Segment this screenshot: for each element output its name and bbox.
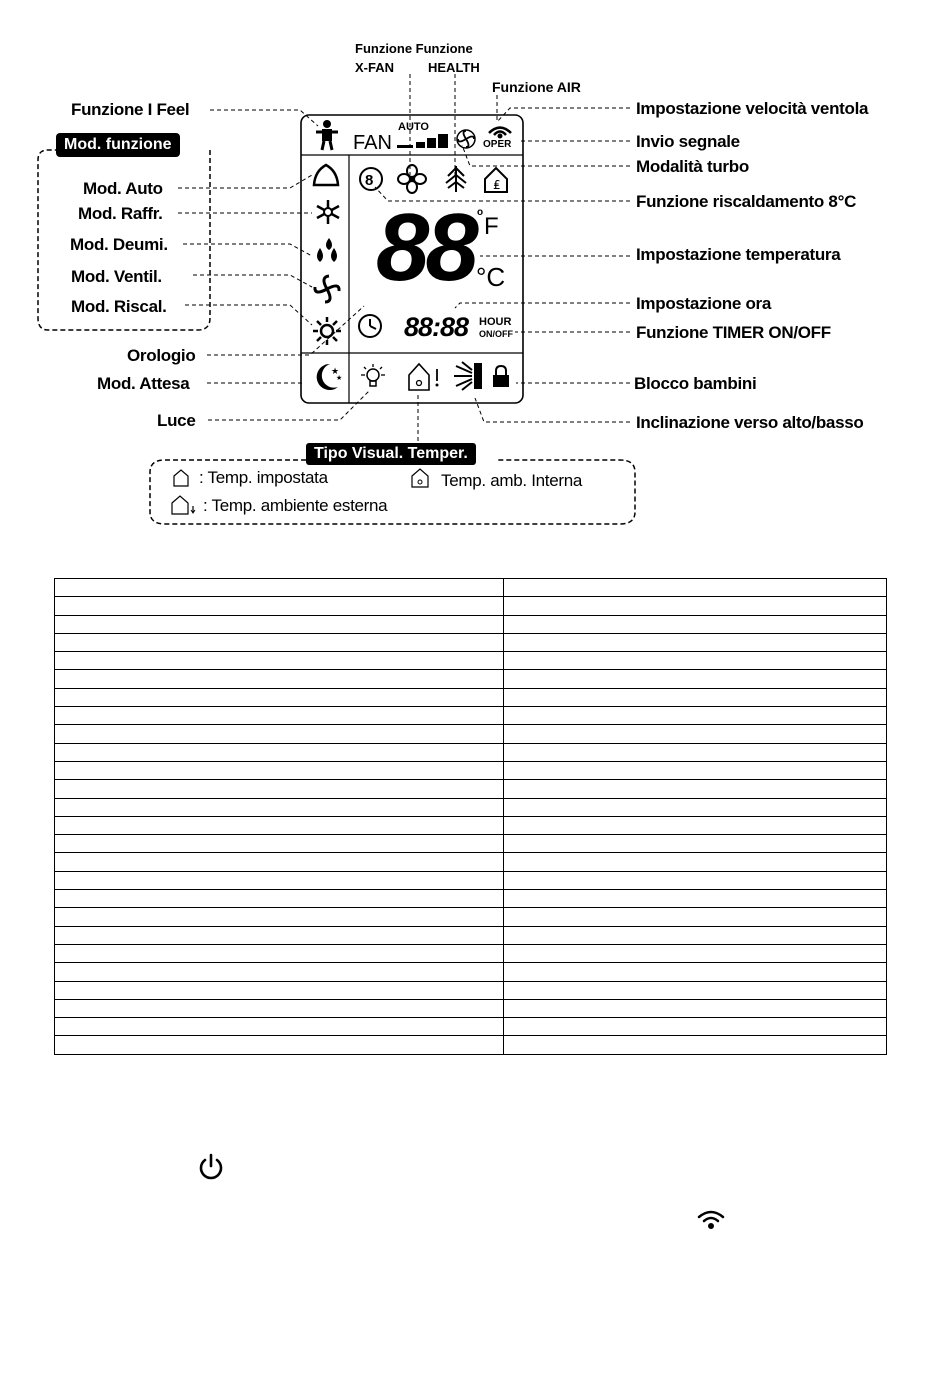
time-digits: 88:88 xyxy=(404,312,469,342)
table-cell xyxy=(55,926,504,944)
table-cell xyxy=(504,780,887,798)
power-icon xyxy=(196,1152,226,1182)
table-row xyxy=(55,816,887,834)
label-indoor-temp: Temp. amb. Interna xyxy=(441,471,583,490)
fan-mode-icon xyxy=(312,274,342,304)
indoor-temp-small-icon xyxy=(410,467,430,489)
label-mode-dry: Mod. Deumi. xyxy=(70,235,168,254)
table-cell xyxy=(504,652,887,670)
table-row xyxy=(55,835,887,853)
table-row xyxy=(55,761,887,779)
clock-icon xyxy=(356,312,384,340)
table-cell xyxy=(504,633,887,651)
set-temp-house-icon xyxy=(172,468,190,488)
table-cell xyxy=(55,707,504,725)
label-set-temp: : Temp. impostata xyxy=(199,468,328,487)
table-cell xyxy=(504,597,887,615)
label-turbo: Modalità turbo xyxy=(636,157,749,176)
table-cell xyxy=(504,963,887,981)
table-row xyxy=(55,963,887,981)
table-cell xyxy=(55,963,504,981)
wifi-icon xyxy=(696,1208,726,1232)
svg-text:★: ★ xyxy=(336,374,343,382)
table-cell xyxy=(504,725,887,743)
table-row xyxy=(55,688,887,706)
x-fan-icon xyxy=(397,164,427,194)
table-cell xyxy=(504,670,887,688)
label-sleep: Mod. Attesa xyxy=(97,374,190,393)
table-cell xyxy=(504,908,887,926)
lcd-oper-text: OPER xyxy=(483,139,512,150)
table-cell xyxy=(55,981,504,999)
table-cell xyxy=(55,1036,504,1054)
label-timer: Funzione TIMER ON/OFF xyxy=(636,323,831,342)
label-i-feel: Funzione I Feel xyxy=(71,100,190,119)
table-row xyxy=(55,1036,887,1054)
svg-text:₤: ₤ xyxy=(493,178,501,192)
heat-8c-icon xyxy=(358,166,384,192)
label-signal: Invio segnale xyxy=(636,132,740,151)
label-clock: Orologio xyxy=(127,346,196,365)
table-cell xyxy=(55,688,504,706)
table-cell xyxy=(55,670,504,688)
table-cell xyxy=(504,615,887,633)
table-row xyxy=(55,652,887,670)
table-cell xyxy=(504,926,887,944)
table-cell xyxy=(504,1018,887,1036)
svg-text:★: ★ xyxy=(331,367,340,377)
table-cell xyxy=(55,633,504,651)
table-cell xyxy=(504,579,887,597)
table-row xyxy=(55,579,887,597)
table-row xyxy=(55,597,887,615)
table-row xyxy=(55,670,887,688)
signal-icon xyxy=(485,121,515,139)
table-body xyxy=(55,579,887,1055)
empty-table xyxy=(54,578,887,1055)
label-fan-speed: Impostazione velocità ventola xyxy=(636,99,869,118)
outdoor-temp-house-icon xyxy=(482,165,510,195)
unit-fahrenheit: F xyxy=(484,213,499,240)
mode-group-title: Mod. funzione xyxy=(56,133,180,157)
lcd-onoff-text: ON/OFF xyxy=(479,329,513,339)
label-xfan-health-line1: Funzione Funzione xyxy=(355,41,473,56)
table-cell xyxy=(55,615,504,633)
label-air: Funzione AIR xyxy=(492,79,581,95)
lcd-diagram xyxy=(0,0,950,540)
table-cell xyxy=(55,597,504,615)
degree-symbol: o xyxy=(477,207,484,218)
fan-speed-bars-icon xyxy=(396,133,451,149)
table-cell xyxy=(504,981,887,999)
table-cell xyxy=(55,1018,504,1036)
table-cell xyxy=(504,743,887,761)
table-row xyxy=(55,725,887,743)
label-mode-auto: Mod. Auto xyxy=(83,179,163,198)
table-row xyxy=(55,633,887,651)
label-mode-fan: Mod. Ventil. xyxy=(71,267,162,286)
temperature-digits: 88 xyxy=(376,194,475,301)
table-cell xyxy=(55,743,504,761)
table-row xyxy=(55,853,887,871)
sleep-mode-icon xyxy=(310,360,344,394)
table-row xyxy=(55,908,887,926)
table-cell xyxy=(55,835,504,853)
label-outdoor-temp: : Temp. ambiente esterna xyxy=(203,496,388,515)
lcd-fan-text: FAN xyxy=(353,132,392,154)
heat-mode-icon xyxy=(312,316,342,346)
table-row xyxy=(55,999,887,1017)
turbo-icon xyxy=(455,128,477,150)
label-light: Luce xyxy=(157,411,196,430)
table-cell xyxy=(504,1036,887,1054)
table-cell xyxy=(504,816,887,834)
table-cell xyxy=(55,761,504,779)
label-xfan: X-FAN xyxy=(355,60,394,75)
table-cell xyxy=(504,761,887,779)
table-row xyxy=(55,890,887,908)
label-heat-8c: Funzione riscaldamento 8°C xyxy=(636,192,857,211)
temp-display-title: Tipo Visual. Temper. xyxy=(306,443,476,465)
table-cell xyxy=(504,890,887,908)
label-health: HEALTH xyxy=(428,60,480,75)
lcd-hour-text: HOUR xyxy=(479,316,512,328)
table-cell xyxy=(55,725,504,743)
indoor-temp-house-icon xyxy=(406,361,446,393)
table-cell xyxy=(55,853,504,871)
table-cell xyxy=(504,853,887,871)
swing-icon xyxy=(452,361,484,391)
outdoor-temp-small-icon xyxy=(170,494,200,516)
table-cell xyxy=(55,999,504,1017)
table-row xyxy=(55,944,887,962)
table-cell xyxy=(55,816,504,834)
table-row xyxy=(55,871,887,889)
table-cell xyxy=(55,871,504,889)
table-cell xyxy=(504,798,887,816)
table-cell xyxy=(504,999,887,1017)
label-mode-cool: Mod. Raffr. xyxy=(78,204,163,223)
table-row xyxy=(55,780,887,798)
table-cell xyxy=(55,652,504,670)
label-temp-setting: Impostazione temperatura xyxy=(636,245,841,264)
dry-mode-icon xyxy=(313,236,341,266)
table-cell xyxy=(55,908,504,926)
table-cell xyxy=(55,798,504,816)
table-row xyxy=(55,926,887,944)
table-row xyxy=(55,981,887,999)
table-row xyxy=(55,743,887,761)
table-cell xyxy=(504,835,887,853)
table-row xyxy=(55,798,887,816)
table-cell xyxy=(55,780,504,798)
table-row xyxy=(55,707,887,725)
unit-celsius: °C xyxy=(476,262,506,292)
health-icon xyxy=(442,164,470,194)
i-feel-icon xyxy=(312,118,342,152)
table-cell xyxy=(504,944,887,962)
label-child-lock: Blocco bambini xyxy=(634,374,757,393)
table-cell xyxy=(504,707,887,725)
svg-text:8: 8 xyxy=(365,172,374,189)
child-lock-icon xyxy=(490,364,512,390)
light-icon xyxy=(356,362,390,392)
table-cell xyxy=(55,579,504,597)
table-row xyxy=(55,615,887,633)
label-time-setting: Impostazione ora xyxy=(636,294,772,313)
table-cell xyxy=(504,871,887,889)
label-swing: Inclinazione verso alto/basso xyxy=(636,413,864,432)
lcd-auto-text: AUTO xyxy=(398,121,429,133)
table-cell xyxy=(55,944,504,962)
table-cell xyxy=(504,688,887,706)
table-row xyxy=(55,1018,887,1036)
label-mode-heat: Mod. Riscal. xyxy=(71,297,167,316)
table-cell xyxy=(55,890,504,908)
auto-mode-icon xyxy=(311,161,341,189)
cool-mode-icon xyxy=(314,198,342,226)
